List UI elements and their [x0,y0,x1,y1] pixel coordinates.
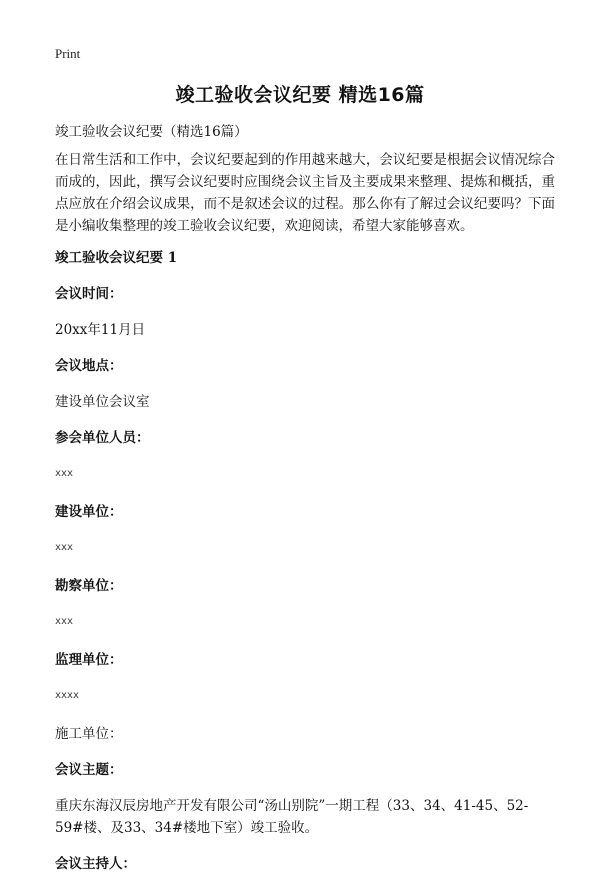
attendees-value: xxx [55,468,74,479]
survey-value: xxx [55,616,74,627]
survey-label: 勘察单位： [55,578,123,594]
supervision-value: xxxx [55,690,80,701]
host-label: 会议主持人： [55,856,136,872]
theme-label: 会议主题： [55,762,123,778]
supervision-label: 监理单位： [55,652,123,668]
document-subtitle: 竣工验收会议纪要（精选16篇） [55,124,248,140]
document-body [55,121,555,889]
document-title: 竣工验收会议纪要 精选16篇 [175,84,425,106]
meeting-place-label: 会议地点： [55,358,123,374]
attendees-label: 参会单位人员： [55,430,150,446]
print-link[interactable]: Print [55,46,81,61]
intro-paragraph: 在日常生活和工作中，会议纪要起到的作用越来越大，会议纪要是根据会议情况综合而成的，因此，撰写会议纪要时应围绕会议主旨及主要成果来整理、提炼和概括，重点应放在介绍会议成果，而不是叙述会议的过程。那么你有了解过会议纪要吗？下面是小编收集整理的竣工验收会议纪要，欢迎阅读，希望大家能够喜欢。 [55,152,555,234]
meeting-time-label: 会议时间： [55,286,123,302]
builder-value: xxx [55,542,74,553]
meeting-time-value: 20xx年11月日 [55,322,146,338]
meeting-place-value: 建设单位会议室 [55,394,150,410]
section-heading: 竣工验收会议纪要 1 [55,250,178,266]
theme-value: 重庆东海汉辰房地产开发有限公司“汤山别院”一期工程（33、34、41-45、52-59#楼、及33、34#楼地下室）竣工验收。 [55,798,529,836]
construction-label: 施工单位： [55,726,123,742]
builder-label: 建设单位： [55,504,123,520]
